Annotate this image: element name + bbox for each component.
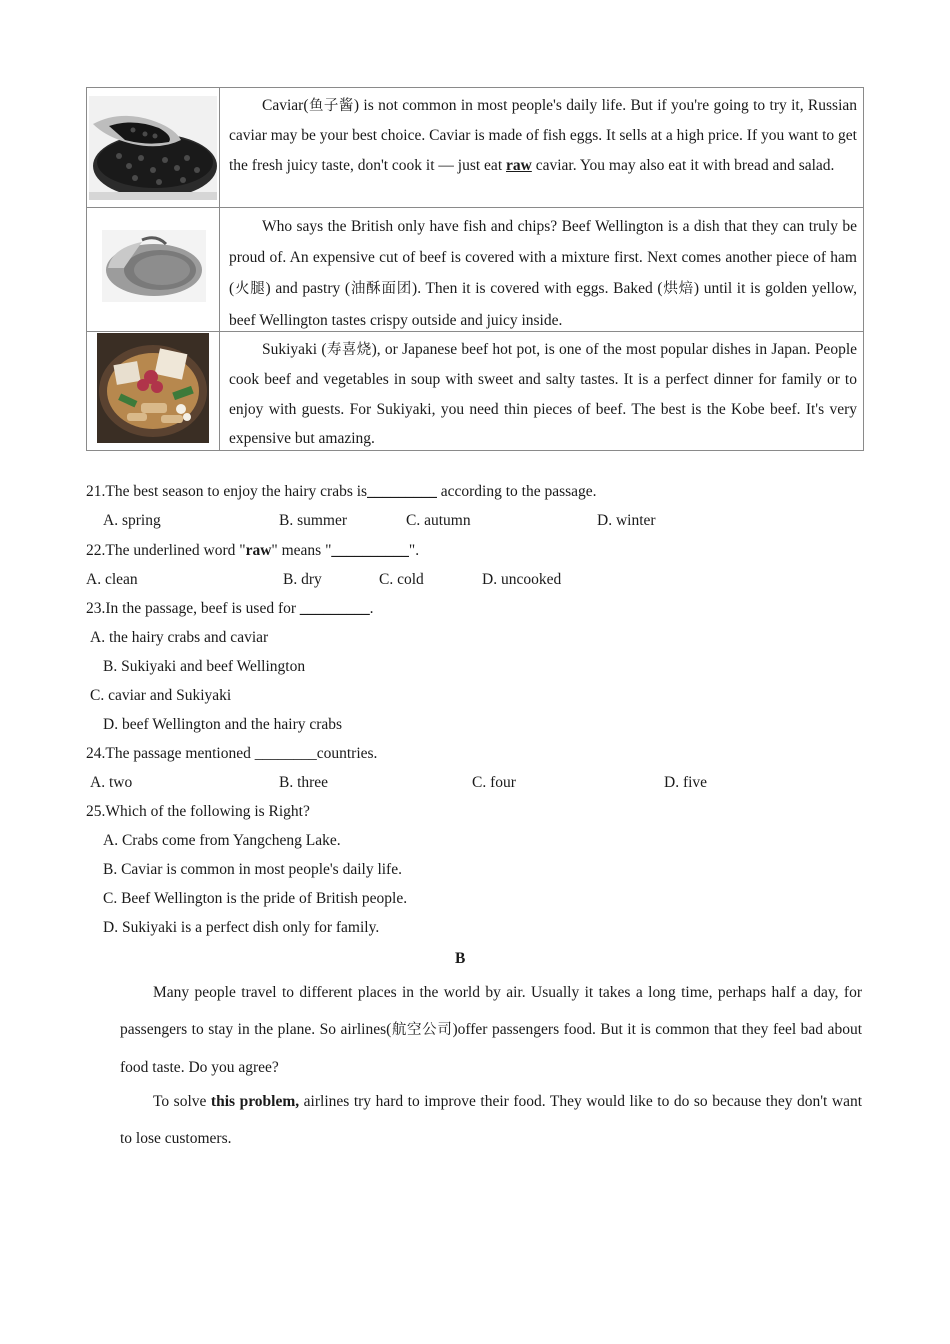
question-22-option-d: D. uncooked bbox=[482, 571, 562, 588]
answer-blank: __________ bbox=[331, 542, 409, 559]
question-22-option-b: B. dry bbox=[283, 571, 322, 588]
question-21-stem: 21.The best season to enjoy the hairy crabs is_________ according to the passage. bbox=[86, 483, 597, 500]
section-b-heading: B bbox=[455, 950, 466, 967]
caviar-image-cell bbox=[87, 88, 220, 207]
question-23-option-b: B. Sukiyaki and beef Wellington bbox=[103, 658, 306, 675]
underlined-word-raw: raw bbox=[506, 156, 532, 174]
question-25-stem: 25.Which of the following is Right? bbox=[86, 803, 310, 820]
section-b-paragraph-1: Many people travel to different places in the world by air. Usually it takes a long time, perhaps half a day, for passengers to stay in the plane. So airlines(航空公司)offer passengers food. But it is common that they feel bad about food taste. Do you agree? bbox=[120, 984, 862, 1076]
question-24-option-c: C. four bbox=[472, 774, 516, 791]
question-21-option-d: D. winter bbox=[597, 512, 656, 529]
question-21-option-a: A. spring bbox=[103, 512, 161, 529]
answer-blank: _________ bbox=[367, 483, 437, 500]
question-24-option-d: D. five bbox=[664, 774, 708, 791]
table-row-beef-wellington bbox=[87, 207, 863, 331]
question-23-option-c: C. caviar and Sukiyaki bbox=[90, 687, 232, 704]
table-row-sukiyaki bbox=[87, 331, 863, 450]
question-22-option-a: A. clean bbox=[86, 571, 138, 588]
question-25-option-c: C. Beef Wellington is the pride of British people. bbox=[103, 890, 408, 907]
beef-wellington-photo bbox=[102, 230, 206, 302]
question-24-stem: 24.The passage mentioned ________countries. bbox=[86, 745, 378, 762]
question-22-option-c: C. cold bbox=[379, 571, 424, 588]
beef-wellington-description: Who says the British only have fish and chips? Beef Wellington is a dish that they can truly be proud of. An expensive cut of beef is covered with a mixture first. Next comes another piece of ham (火腿) and pastry (油酥面团). Then it is covered with eggs. Baked (烘焙) until it is golden yellow, beef Wellington tastes crispy outside and juicy inside. bbox=[229, 218, 857, 329]
question-24-option-b: B. three bbox=[279, 774, 329, 791]
question-22-stem: 22.The underlined word "raw" means "__________". bbox=[86, 542, 420, 559]
question-25-option-d: D. Sukiyaki is a perfect dish only for family. bbox=[103, 919, 380, 936]
sukiyaki-photo bbox=[97, 333, 209, 443]
question-23-stem: 23.In the passage, beef is used for _________. bbox=[86, 600, 374, 617]
sukiyaki-description: Sukiyaki (寿喜烧), or Japanese beef hot pot, is one of the most popular dishes in Japan. People cook beef and vegetables in soup with sweet and salty tastes. It is a perfect dinner for family or to enjoy with guests. For Sukiyaki, you need thin pieces of beef. The best is the Kobe beef. It's very expensive but amazing. bbox=[229, 341, 857, 447]
food-table bbox=[86, 87, 864, 451]
question-23-option-a: A. the hairy crabs and caviar bbox=[90, 629, 269, 646]
beef-wellington-image-cell bbox=[87, 208, 220, 331]
question-21-option-b: B. summer bbox=[279, 512, 348, 529]
question-21-option-c: C. autumn bbox=[406, 512, 471, 529]
answer-blank: _________ bbox=[299, 600, 370, 617]
question-23-option-d: D. beef Wellington and the hairy crabs bbox=[103, 716, 343, 733]
question-25-option-b: B. Caviar is common in most people's daily life. bbox=[103, 861, 402, 878]
table-row-caviar bbox=[87, 88, 863, 207]
section-b-paragraph-2: To solve this problem, airlines try hard to improve their food. They would like to do so because they don't want to lose customers. bbox=[120, 1093, 863, 1147]
caviar-description: Caviar(鱼子酱) is not common in most people's daily life. But if you're going to try it, Russian caviar may be your best choice. Caviar is made of fish eggs. It sells at a high price. If you want to get the fresh juicy taste, don't cook it — just eat raw caviar. You may also eat it with bread and salad. bbox=[229, 97, 858, 174]
sukiyaki-image-cell bbox=[87, 332, 220, 450]
question-25-option-a: A. Crabs come from Yangcheng Lake. bbox=[103, 832, 341, 849]
caviar-photo bbox=[89, 96, 217, 200]
question-24-option-a: A. two bbox=[90, 774, 133, 791]
